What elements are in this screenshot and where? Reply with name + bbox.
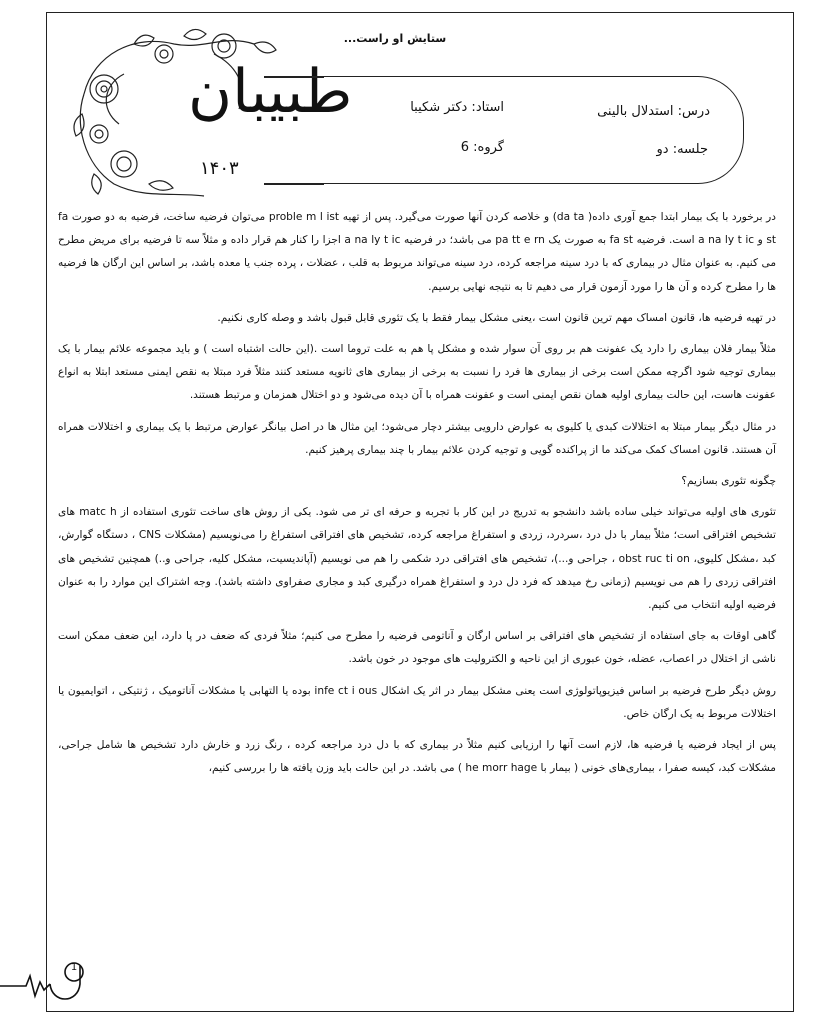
paragraph-parsimony-law: در تهیه فرضیه ها، قانون امساک مهم ترین قانون است ،یعنی مشکل بیمار فقط با یک تئوری قابل قبول باشد و وصله کاری نکنیم. [217,311,776,324]
course-info-box [264,76,744,184]
praise-heading: ستایش او راست... [343,32,447,45]
paragraph-hypothesis-intro: در برخورد با یک بیمار ابتدا جمع آوری داده( da ta) و خلاصه کردن آنها صورت می‌گیرد. پس از تهیه proble m l ist می‌توان فرضیه ساخت، فرضیه به دو صورت fa st و a na ly t ic است. فرضیه fa st به صورت یک pa tt e rn می باشد؛ در فرضیه a na ly t ic اجزا را کنار هم قرار داده و مثلاً سه تا فرضیه برای مریض مطرح می کنیم. به عنوان مثال در بیماری که با درد سینه مراجعه کرده، درد سینه می‌تواند مربوط به قلب ، عضلات ، پرده جنب یا معده باشد، بر اساس این ارگان ها فرضیه ها را مطرح کرده و آن ها را مورد آزمون قرار می دهیم تا به نتیجه نهایی برسیم. [58,211,777,293]
section-heading-build-theory: چگونه تئوری بسازیم؟ [681,475,776,488]
session-label: جلسه: دو [656,142,708,157]
paragraph-differential-diagnosis: تئوری های اولیه می‌تواند خیلی ساده باشد دانشجو به تدریج در این کار با تجربه و حرفه ای تر می شود. یکی از روش های ساخت تئوری استفاده از matc h های تشخیص افتراقی است؛ مثلاً بیمار با دل درد ،سردرد، زردی و استفراغ مراجعه کرده، تشخیص های افتراقی استفراغ را می‌نویسیم (مشکلات CNS ، دستگاه گوارش، کبد ،مشکل کلیوی، obst ruc ti on ، جراحی و...)، تشخیص های افتراقی درد شکمی را هم می نویسیم (آپاندیسیت، مشکل کلیه، جراحی و..) همچنین تشخیص های افتراقی زردی را هم می نویسیم (زمانی رخ میدهد که فرد دل درد و استفراغ همراه درگیری کبد و مجاری صفراوی داشته باشد). وجه اشتراک این موارد را به عنوان فرضیه اولیه انتخاب می کنیم. [58,506,776,612]
paragraph-example-liver: در مثال دیگر بیمار مبتلا به اختلالات کبدی یا کلیوی به عوارض دارویی بیشتر دچار می‌شود؛ این مثال ها در اصل بیانگر عوارض مرتبط با یک بیماری و اختلالات همراه آن هستند. قانون امساک کمک می‌کند ما از پراکنده گویی و توجیه کردن علائم بیمار با چند بیماری پرهیز کنیم. [58,420,776,456]
stethoscope-icon [0,948,120,1028]
course-label: درس: استدلال بالینی [597,104,710,119]
paragraph-organ-anatomy: گاهی اوقات به جای استفاده از تشخیص های افتراقی بر اساس ارگان و آناتومی فرضیه را مطرح می کنیم؛ مثلاً فردی که ضعف در پا دارد، این ضعف ممکن است ناشی از اختلال در اعصاب، عضله، خون عبوری از این ناحیه و الکترولیت های موجود در خون باشد. [58,630,776,666]
paragraph-evaluation: پس از ایجاد فرضیه یا فرضیه ها، لازم است آنها را ارزیابی کنیم مثلاً در بیماری که با دل درد مراجعه کرده ، رنگ زرد و خارش دارد تشخیص ها شامل جراحی، مشکلات کبد، کیسه صفرا ، بیماری‌های خونی ( بیمار با he morr hage ) می باشد. در این حالت باید وزن یافته ها را بررسی کنیم، [58,739,776,775]
page-number: 1 [70,962,78,973]
document-body [58,206,776,788]
paragraph-example-infection: مثلاً بیمار فلان بیماری را دارد یک عفونت هم بر روی آن سوار شده و مشکل پا هم به علت تروما است .(این حالت اشتباه است ) و باید مجموعه علائم بیمار با یک بیماری توجیه شود اگرچه ممکن است برخی از بیماری ها فرد را نسبت به برخی از بیماری های ثانویه مستعد کنند مثلاً فرد مبتلا به نقص ایمنی مستعد ابتلا به انواع عفونت هاست، این حالت بیماری اولیه همان نقص ایمنی است و عفونت همراه با آن دیده می‌شود و دو اختلال همزمان و مرتبط هستند. [58,343,776,402]
paragraph-pathophysiology: روش دیگر طرح فرضیه بر اساس فیزیوپاتولوژی است یعنی مشکل بیمار در اثر یک اشکال infe ct i ous بوده یا التهابی یا مشکلات آناتومیک ، ژنتیکی ، اتوایمیون یا اختلالات مربوط به یک ارگان خاص. [58,684,776,720]
professor-label: استاد: دکتر شکیبا [410,100,504,115]
logo-year: ۱۴۰۳ [200,158,239,179]
group-label: گروه: 6 [460,140,504,155]
logo-wordmark: طبیبان [188,57,353,127]
